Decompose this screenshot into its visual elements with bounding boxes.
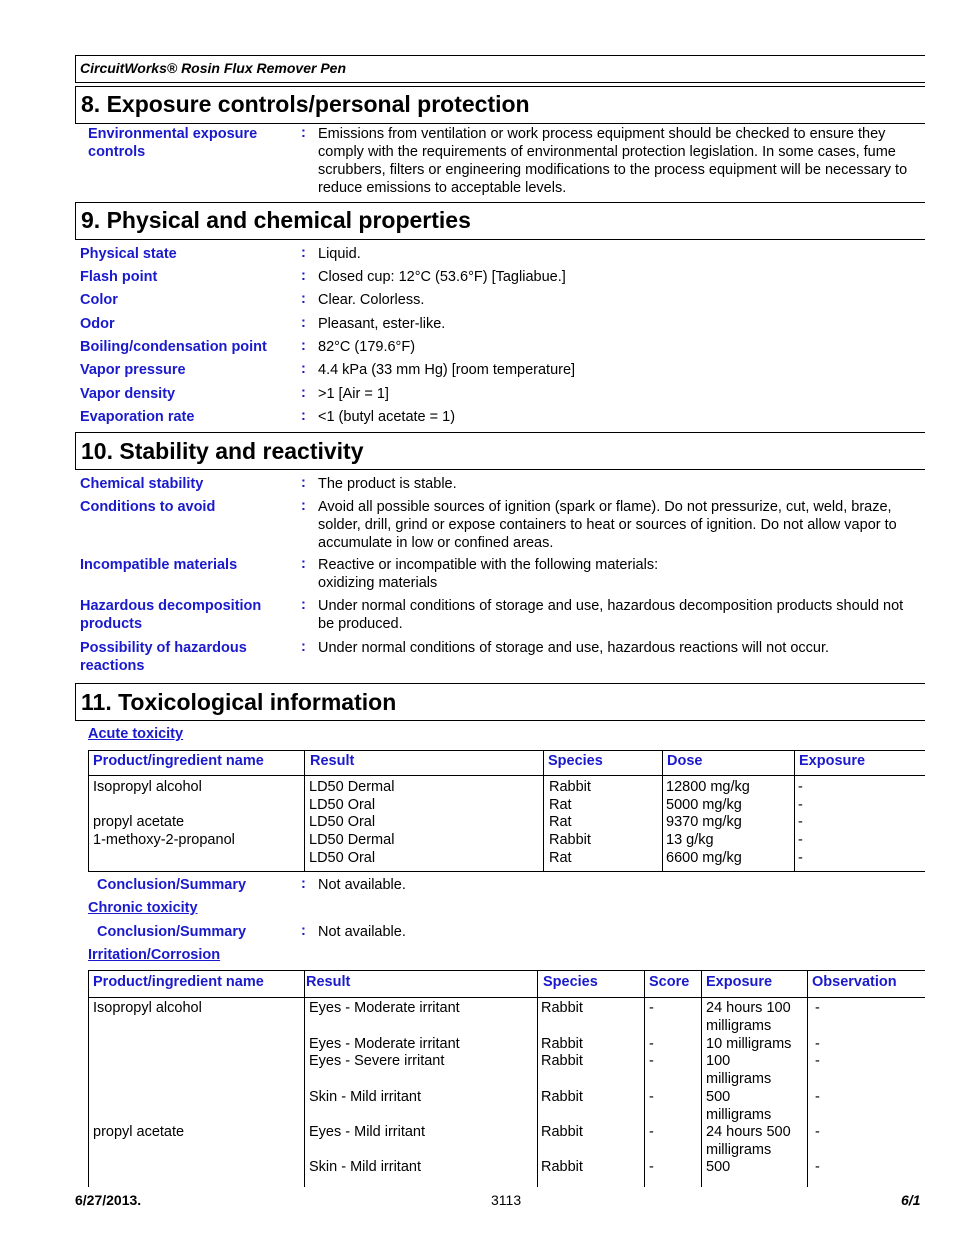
table-cell: Isopropyl alcohol — [93, 779, 202, 795]
hazardous-reactions-value: Under normal conditions of storage and use, hazardous reactions will not occur. — [318, 640, 830, 656]
colon: : — [301, 639, 306, 655]
table-cell: - — [798, 850, 803, 866]
table-cell: Eyes - Mild irritant — [309, 1124, 426, 1140]
boiling-point-value: 82°C (179.6°F) — [318, 339, 416, 355]
table-cell: Rat — [549, 814, 572, 830]
hazardous-decomposition-value: Under normal conditions of storage and use, hazardous decomposition products should not be produced. — [318, 598, 904, 632]
table-cell: - — [815, 1124, 820, 1140]
chemical-stability-label: Chemical stability — [80, 476, 204, 492]
table-cell: Skin - Mild irritant — [309, 1089, 421, 1105]
section-11-title: 11. Toxicological information — [81, 689, 397, 715]
vapor-pressure-label: Vapor pressure — [80, 362, 186, 378]
table-cell: - — [649, 1053, 654, 1069]
vapor-pressure-value: 4.4 kPa (33 mm Hg) [room temperature] — [318, 362, 576, 378]
evaporation-rate-label: Evaporation rate — [80, 409, 195, 425]
colon: : — [301, 245, 306, 261]
table-cell: Rat — [549, 797, 572, 813]
table-cell: LD50 Oral — [309, 814, 376, 830]
table-cell: - — [649, 1089, 654, 1105]
table-cell: - — [798, 779, 803, 795]
chronic-conclusion-label: Conclusion/Summary — [97, 924, 247, 940]
flash-point-value: Closed cup: 12°C (53.6°F) [Tagliabue.] — [318, 269, 566, 285]
table-cell: LD50 Dermal — [309, 832, 395, 848]
table-cell: Rabbit — [541, 1036, 583, 1052]
irritation-corrosion-heading[interactable]: Irritation/Corrosion — [88, 947, 221, 963]
colon: : — [301, 268, 306, 284]
physical-state-value: Liquid. — [318, 246, 361, 262]
vapor-density-value: >1 [Air = 1] — [318, 386, 389, 402]
chronic-conclusion-value: Not available. — [318, 924, 406, 940]
table-cell: - — [815, 1036, 820, 1052]
table-cell: - — [815, 1089, 820, 1105]
footer-date: 6/27/2013. — [75, 1192, 142, 1208]
acute-col-result: Result — [310, 753, 355, 769]
chemical-stability-value: The product is stable. — [318, 476, 457, 492]
conditions-to-avoid-value: Avoid all possible sources of ignition (spark or flame). Do not pressurize, cut, weld, braze, solder, drill, grind or expose containers to heat or sources of ignition. Do not allow vapor to accumulate in low or confined areas. — [318, 499, 897, 551]
colon: : — [301, 361, 306, 377]
acute-col-species: Species — [548, 753, 603, 769]
boiling-point-label: Boiling/condensation point — [80, 339, 267, 355]
color-value: Clear. Colorless. — [318, 292, 425, 308]
footer-code: 3113 — [491, 1192, 522, 1208]
table-cell: 500 — [706, 1159, 731, 1175]
table-cell: LD50 Oral — [309, 797, 376, 813]
odor-label: Odor — [80, 316, 115, 332]
colon: : — [301, 385, 306, 401]
incompatible-materials-label: Incompatible materials — [80, 557, 238, 573]
table-cell: propyl acetate — [93, 814, 185, 830]
table-cell: - — [815, 1053, 820, 1069]
table-cell: Rabbit — [541, 1124, 583, 1140]
table-cell: - — [649, 1036, 654, 1052]
acute-col-dose: Dose — [667, 753, 703, 769]
table-cell: 6600 mg/kg — [666, 850, 742, 866]
table-cell: - — [649, 1000, 654, 1016]
env-exposure-label: Environmental exposure controls — [88, 126, 258, 160]
chronic-toxicity-heading[interactable]: Chronic toxicity — [88, 900, 198, 916]
section-9-title: 9. Physical and chemical properties — [81, 207, 471, 233]
table-cell: 9370 mg/kg — [666, 814, 742, 830]
conditions-to-avoid-label: Conditions to avoid — [80, 499, 216, 515]
section-10-title: 10. Stability and reactivity — [81, 438, 364, 464]
hazardous-decomposition-label: Hazardous decomposition products — [80, 598, 262, 632]
table-cell: - — [815, 1000, 820, 1016]
table-cell: - — [798, 797, 803, 813]
acute-conclusion-value: Not available. — [318, 877, 406, 893]
colon: : — [301, 597, 306, 613]
table-cell: Rat — [549, 850, 572, 866]
product-name: CircuitWorks® Rosin Flux Remover Pen — [80, 60, 347, 76]
physical-state-label: Physical state — [80, 246, 177, 262]
incompatible-materials-value: Reactive or incompatible with the following materials: — [318, 557, 659, 573]
odor-value: Pleasant, ester-like. — [318, 316, 446, 332]
section-8-title: 8. Exposure controls/personal protection — [81, 91, 530, 117]
table-cell: Isopropyl alcohol — [93, 1000, 202, 1016]
irr-col-species: Species — [543, 974, 598, 990]
irr-col-result: Result — [306, 974, 351, 990]
vapor-density-label: Vapor density — [80, 386, 176, 402]
table-cell: 5000 mg/kg — [666, 797, 742, 813]
env-exposure-value: Emissions from ventilation or work process equipment should be checked to ensure they comply with the requirements of environmental protection legislation. In some cases, fume scrubbers, filters or engineering modifications to the process equipment will be necessary to reduce emissions to acceptable levels. — [318, 126, 908, 196]
irr-col-name: Product/ingredient name — [93, 974, 264, 990]
acute-toxicity-heading[interactable]: Acute toxicity — [88, 726, 184, 742]
table-cell: Eyes - Moderate irritant — [309, 1036, 460, 1052]
table-cell: Rabbit — [541, 1089, 583, 1105]
acute-conclusion-label: Conclusion/Summary — [97, 877, 247, 893]
colon: : — [301, 408, 306, 424]
acute-col-name: Product/ingredient name — [93, 753, 264, 769]
table-cell: - — [649, 1159, 654, 1175]
table-cell: LD50 Oral — [309, 850, 376, 866]
table-cell: Rabbit — [541, 1053, 583, 1069]
table-cell: LD50 Dermal — [309, 779, 395, 795]
irr-col-score: Score — [649, 974, 690, 990]
table-cell: Rabbit — [549, 832, 591, 848]
table-cell: - — [798, 832, 803, 848]
incompatible-materials-value-2: oxidizing materials — [318, 575, 438, 591]
table-cell: Rabbit — [549, 779, 591, 795]
table-cell: 12800 mg/kg — [666, 779, 750, 795]
table-cell: Rabbit — [541, 1159, 583, 1175]
table-cell: 10 milligrams — [706, 1036, 792, 1052]
table-cell: - — [815, 1159, 820, 1175]
table-cell: propyl acetate — [93, 1124, 185, 1140]
table-cell: - — [798, 814, 803, 830]
table-cell: Eyes - Severe irritant — [309, 1053, 445, 1069]
flash-point-label: Flash point — [80, 269, 158, 285]
table-cell: 500 milligrams — [706, 1089, 772, 1123]
colon: : — [301, 475, 306, 491]
table-cell: 24 hours 500 milligrams — [706, 1124, 791, 1158]
colon: : — [301, 923, 306, 939]
table-cell: 24 hours 100 milligrams — [706, 1000, 791, 1034]
colon: : — [301, 315, 306, 331]
table-cell: 13 g/kg — [666, 832, 714, 848]
color-label: Color — [80, 292, 118, 308]
colon: : — [301, 125, 306, 141]
table-cell: Rabbit — [541, 1000, 583, 1016]
colon: : — [301, 338, 306, 354]
footer-page-number: 6/1 — [901, 1192, 921, 1208]
irr-col-observation: Observation — [812, 974, 897, 990]
table-cell: 1-methoxy-2-propanol — [93, 832, 235, 848]
evaporation-rate-value: <1 (butyl acetate = 1) — [318, 409, 456, 425]
table-cell: - — [649, 1124, 654, 1140]
table-cell: Skin - Mild irritant — [309, 1159, 421, 1175]
colon: : — [301, 556, 306, 572]
colon: : — [301, 498, 306, 514]
acute-col-exposure: Exposure — [799, 753, 866, 769]
colon: : — [301, 291, 306, 307]
table-cell: Eyes - Moderate irritant — [309, 1000, 460, 1016]
hazardous-reactions-label: Possibility of hazardous reactions — [80, 640, 247, 674]
irr-col-exposure: Exposure — [706, 974, 773, 990]
colon: : — [301, 876, 306, 892]
table-cell: 100 milligrams — [706, 1053, 772, 1087]
